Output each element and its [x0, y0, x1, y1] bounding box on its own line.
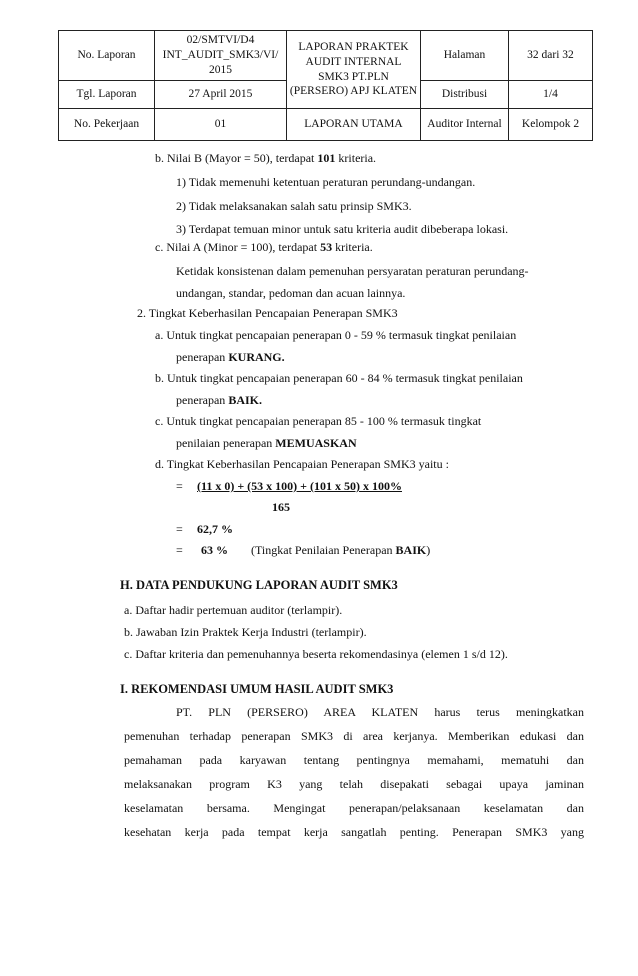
laporan-utama-label: LAPORAN UTAMA [287, 109, 421, 141]
halaman-value: 32 dari 32 [509, 31, 593, 81]
section-i-line-1: PT. PLN (PERSERO) AREA KLATEN harus terus meningkatkan [176, 705, 584, 719]
no-laporan-value: 02/SMTVI/D4 INT_AUDIT_SMK3/VI/ 2015 [155, 31, 287, 81]
kelompok-value: Kelompok 2 [509, 109, 593, 141]
nilai-a-desc-1: Ketidak konsistenan dalam pemenuhan persyaratan peraturan perundang- [176, 264, 529, 278]
nilai-b-count: 101 [317, 151, 336, 165]
level-c-line-1: c. Untuk tingkat pencapaian penerapan 85 - 100 % termasuk tingkat [155, 414, 482, 428]
section-i-line-2: pemenuhan terhadap penerapan SMK3 di area kerjanya. Memberikan edukasi dan [124, 729, 584, 743]
auditor-label: Auditor Internal [421, 109, 509, 141]
nilai-a-line [155, 240, 373, 255]
level-a-rating: KURANG. [228, 350, 285, 364]
nilai-a-desc-2: undangan, standar, pedoman dan acuan lainnya. [176, 286, 406, 300]
nilai-b-item-1: 1) Tidak memenuhi ketentuan peraturan perundang-undangan. [176, 175, 476, 189]
level-c-rating: MEMUASKAN [275, 436, 357, 450]
level-b-line-1: b. Untuk tingkat pencapaian penerapan 60 - 84 % termasuk tingkat penilaian [155, 371, 523, 385]
level-a-line-1: a. Untuk tingkat pencapaian penerapan 0 - 59 % termasuk tingkat penilaian [155, 328, 517, 342]
report-header-table [58, 30, 593, 141]
equation-note-rating: BAIK [395, 543, 427, 557]
nilai-b-line [155, 151, 376, 166]
nilai-b-suffix: kriteria. [335, 151, 377, 165]
section-i-line-6: kesehatan kerja pada tempat kerja sangatlah penting. Penerapan SMK3 yang [124, 825, 584, 839]
nilai-a-count: 53 [320, 240, 333, 254]
section-i-heading: I. REKOMENDASI UMUM HASIL AUDIT SMK3 [120, 682, 394, 696]
distribusi-label: Distribusi [421, 81, 509, 109]
tgl-laporan-label: Tgl. Laporan [59, 81, 155, 109]
nilai-b-item-3: 3) Terdapat temuan minor untuk satu kriteria audit dibeberapa lokasi. [176, 222, 509, 236]
equation-numerator: (11 x 0) + (53 x 100) + (101 x 50) x 100% [197, 479, 402, 493]
equation-note-text: (Tingkat Penilaian Penerapan [251, 543, 396, 557]
equation-sign-1: = [176, 479, 183, 493]
section-h-item-b: b. Jawaban Izin Praktek Kerja Industri (terlampir). [124, 625, 367, 639]
level-b-line-2 [176, 393, 262, 408]
tgl-laporan-value: 27 April 2015 [155, 81, 287, 109]
no-laporan-label: No. Laporan [59, 31, 155, 81]
equation-sign-2: = [176, 522, 183, 536]
halaman-label: Halaman [421, 31, 509, 81]
level-d-line: d. Tingkat Keberhasilan Pencapaian Penerapan SMK3 yaitu : [155, 457, 449, 471]
equation-note [251, 543, 430, 558]
nilai-a-suffix: kriteria. [332, 240, 373, 254]
distribusi-value: 1/4 [509, 81, 593, 109]
section-i-line-3: pemahaman pada karyawan tentang pentingnya memahami, mematuhi dan [124, 753, 584, 767]
equation-result-1: 62,7 % [197, 522, 233, 536]
equation-sign-3: = [176, 543, 183, 557]
item-2-heading: 2. Tingkat Keberhasilan Pencapaian Penerapan SMK3 [137, 306, 398, 320]
equation-denominator: 165 [272, 500, 290, 514]
nilai-b-text: b. Nilai B (Mayor = 50), terdapat [155, 151, 318, 165]
no-pekerjaan-label: No. Pekerjaan [59, 109, 155, 141]
level-a-line-2 [176, 350, 285, 365]
no-pekerjaan-value: 01 [155, 109, 287, 141]
section-h-item-c: c. Daftar kriteria dan pemenuhannya beserta rekomendasinya (elemen 1 s/d 12). [124, 647, 508, 661]
equation-result-2: 63 % [201, 543, 228, 557]
section-i-line-5: keselamatan bersama. Mengingat penerapan/pelaksanaan keselamatan dan [124, 801, 584, 815]
report-title: LAPORAN PRAKTEK AUDIT INTERNAL SMK3 PT.PLN (PERSERO) APJ KLATEN [287, 31, 421, 109]
level-c-line-2 [176, 436, 357, 451]
section-h-heading: H. DATA PENDUKUNG LAPORAN AUDIT SMK3 [120, 578, 398, 592]
nilai-a-text: c. Nilai A (Minor = 100), terdapat [155, 240, 321, 254]
level-b-rating: BAIK. [228, 393, 262, 407]
level-a-text: penerapan [176, 350, 229, 364]
section-i-line-4: melaksanakan program K3 yang telah disepakati sebagai upaya jaminan [124, 777, 584, 791]
equation-note-close: ) [426, 543, 431, 557]
level-b-text: penerapan [176, 393, 229, 407]
level-c-text: penilaian penerapan [176, 436, 276, 450]
section-h-item-a: a. Daftar hadir pertemuan auditor (terlampir). [124, 603, 343, 617]
nilai-b-item-2: 2) Tidak melaksanakan salah satu prinsip SMK3. [176, 199, 412, 213]
